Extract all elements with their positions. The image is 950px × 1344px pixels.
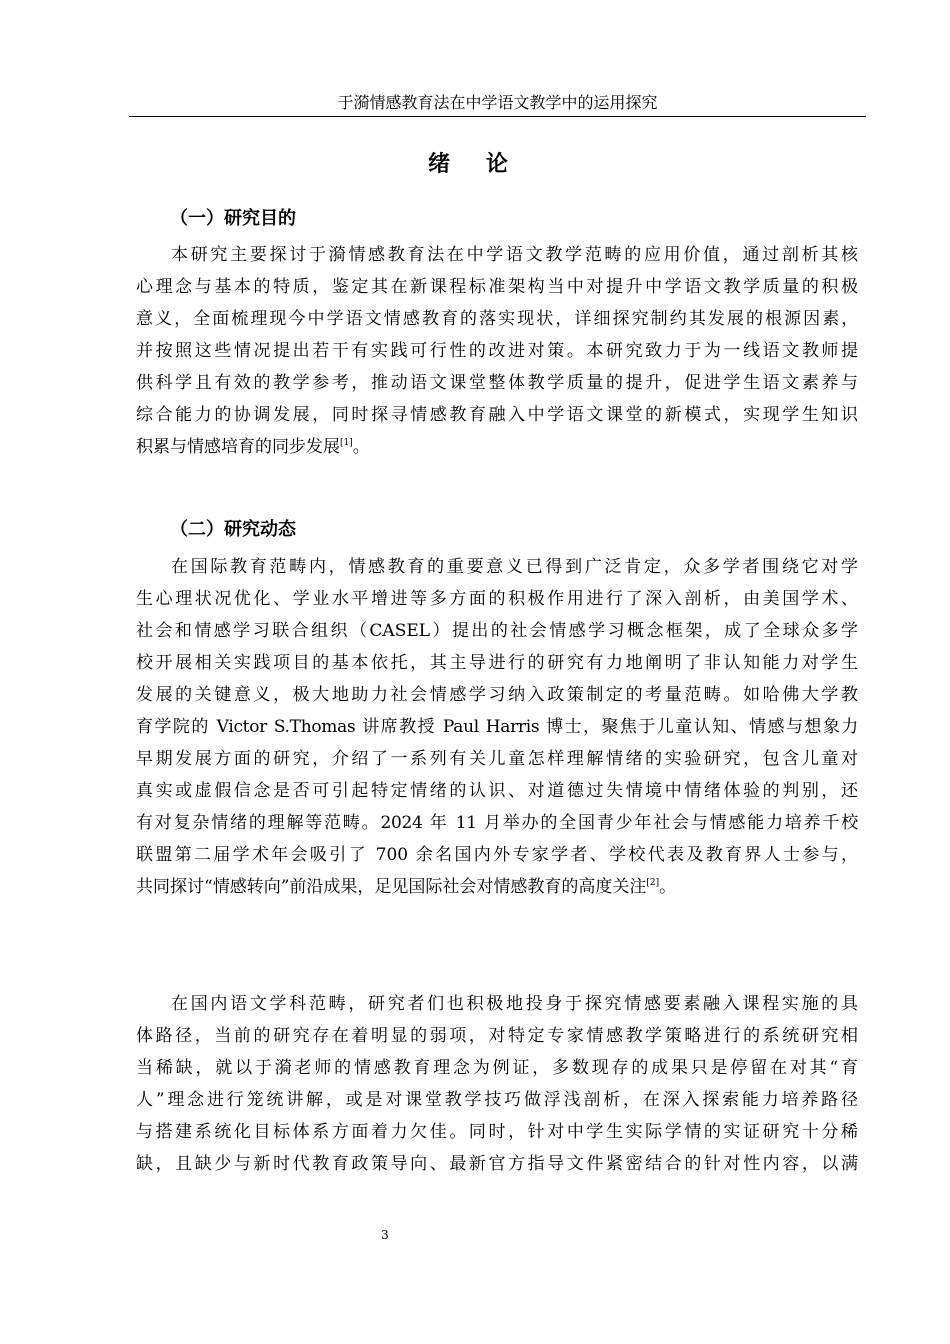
text-segment: 。 <box>352 437 370 457</box>
text-line: 心理念与基本的特质，鉴定其在新课程标准架构当中对提升中学语文教学质量的积极 <box>136 277 858 297</box>
text-line: 意义，全面梳理现今中学语文情感教育的落实现状，详细探究制约其发展的根源因素， <box>136 309 858 329</box>
text-segment: 。 <box>659 877 677 897</box>
citation-ref: [1] <box>340 438 353 448</box>
section-heading-status: （二）研究动态 <box>170 519 296 540</box>
text-line: 本研究主要探讨于漪情感教育法在中学语文教学范畴的应用价值，通过剖析其核 <box>171 245 858 265</box>
text-line: 社会和情感学习联合组织（CASEL）提出的社会情感学习概念框架，成了全球众多学 <box>136 621 858 641</box>
text-line: 与搭建系统化目标体系方面着力欠佳。同时，针对中学生实际学情的实证研究十分稀 <box>136 1122 858 1142</box>
text-line: 供科学且有效的教学参考，推动语文课堂整体教学质量的提升，促进学生语文素养与 <box>136 373 858 393</box>
chapter-title: 绪 论 <box>428 152 522 177</box>
text-line: 育学院的 Victor S.Thomas 讲席教授 Paul Harris 博士，聚焦于儿童认知、情感与想象力 <box>136 717 858 737</box>
paragraph-purpose <box>136 239 858 463</box>
text-line: 真实或虚假信念是否可引起特定情绪的认识、对道德过失情境中情绪体验的判别，还 <box>136 781 858 801</box>
text-line: 校开展相关实践项目的基本依托，其主导进行的研究有力地阐明了非认知能力对学生 <box>136 653 858 673</box>
text-line: 人”理念进行笼统讲解，或是对课堂教学技巧做浮浅剖析，在深入探索能力培养路径 <box>136 1090 858 1110</box>
text-line: 在国内语文学科范畴，研究者们也积极地投身于探究情感要素融入课程实施的具 <box>171 994 858 1014</box>
text-line: 缺，且缺少与新时代教育政策导向、最新官方指导文件紧密结合的针对性内容，以满 <box>136 1154 858 1174</box>
paragraph-domestic <box>136 988 858 1180</box>
text-line <box>136 871 858 903</box>
paragraph-international <box>136 551 858 903</box>
text-line: 早期发展方面的研究，介绍了一系列有关儿童怎样理解情绪的实验研究，包含儿童对 <box>136 749 858 769</box>
text-line: 发展的关键意义，极大地助力社会情感学习纳入政策制定的考量范畴。如哈佛大学教 <box>136 685 858 705</box>
text-line: 联盟第二届学术年会吸引了 700 余名国内外专家学者、学校代表及教育界人士参与， <box>136 845 858 865</box>
text-line: 生心理状况优化、学业水平增进等多方面的积极作用进行了深入剖析，由美国学术、 <box>136 589 858 609</box>
text-line: 当稀缺，就以于漪老师的情感教育理念为例证，多数现存的成果只是停留在对其“育 <box>136 1058 858 1078</box>
running-header: 于漪情感教育法在中学语文教学中的运用探究 <box>129 92 866 117</box>
text-line: 体路径，当前的研究存在着明显的弱项，对特定专家情感教学策略进行的系统研究相 <box>136 1026 858 1046</box>
text-segment: 积累与情感培育的同步发展 <box>136 437 340 457</box>
text-line: 有对复杂情绪的理解等范畴。2024 年 11 月举办的全国青少年社会与情感能力培养千校 <box>136 813 858 833</box>
page-number: 3 <box>381 1228 389 1242</box>
section-heading-purpose: （一）研究目的 <box>170 208 296 229</box>
text-line <box>136 431 858 463</box>
citation-ref: [2] <box>646 878 660 888</box>
text-line: 并按照这些情况提出若干有实践可行性的改进对策。本研究致力于为一线语文教师提 <box>136 341 858 361</box>
text-line: 在国际教育范畴内，情感教育的重要意义已得到广泛肯定，众多学者围绕它对学 <box>171 557 858 577</box>
text-line: 综合能力的协调发展，同时探寻情感教育融入中学语文课堂的新模式，实现学生知识 <box>136 405 858 425</box>
text-segment: 共同探讨“情感转向”前沿成果，足见国际社会对情感教育的高度关注 <box>136 877 647 897</box>
